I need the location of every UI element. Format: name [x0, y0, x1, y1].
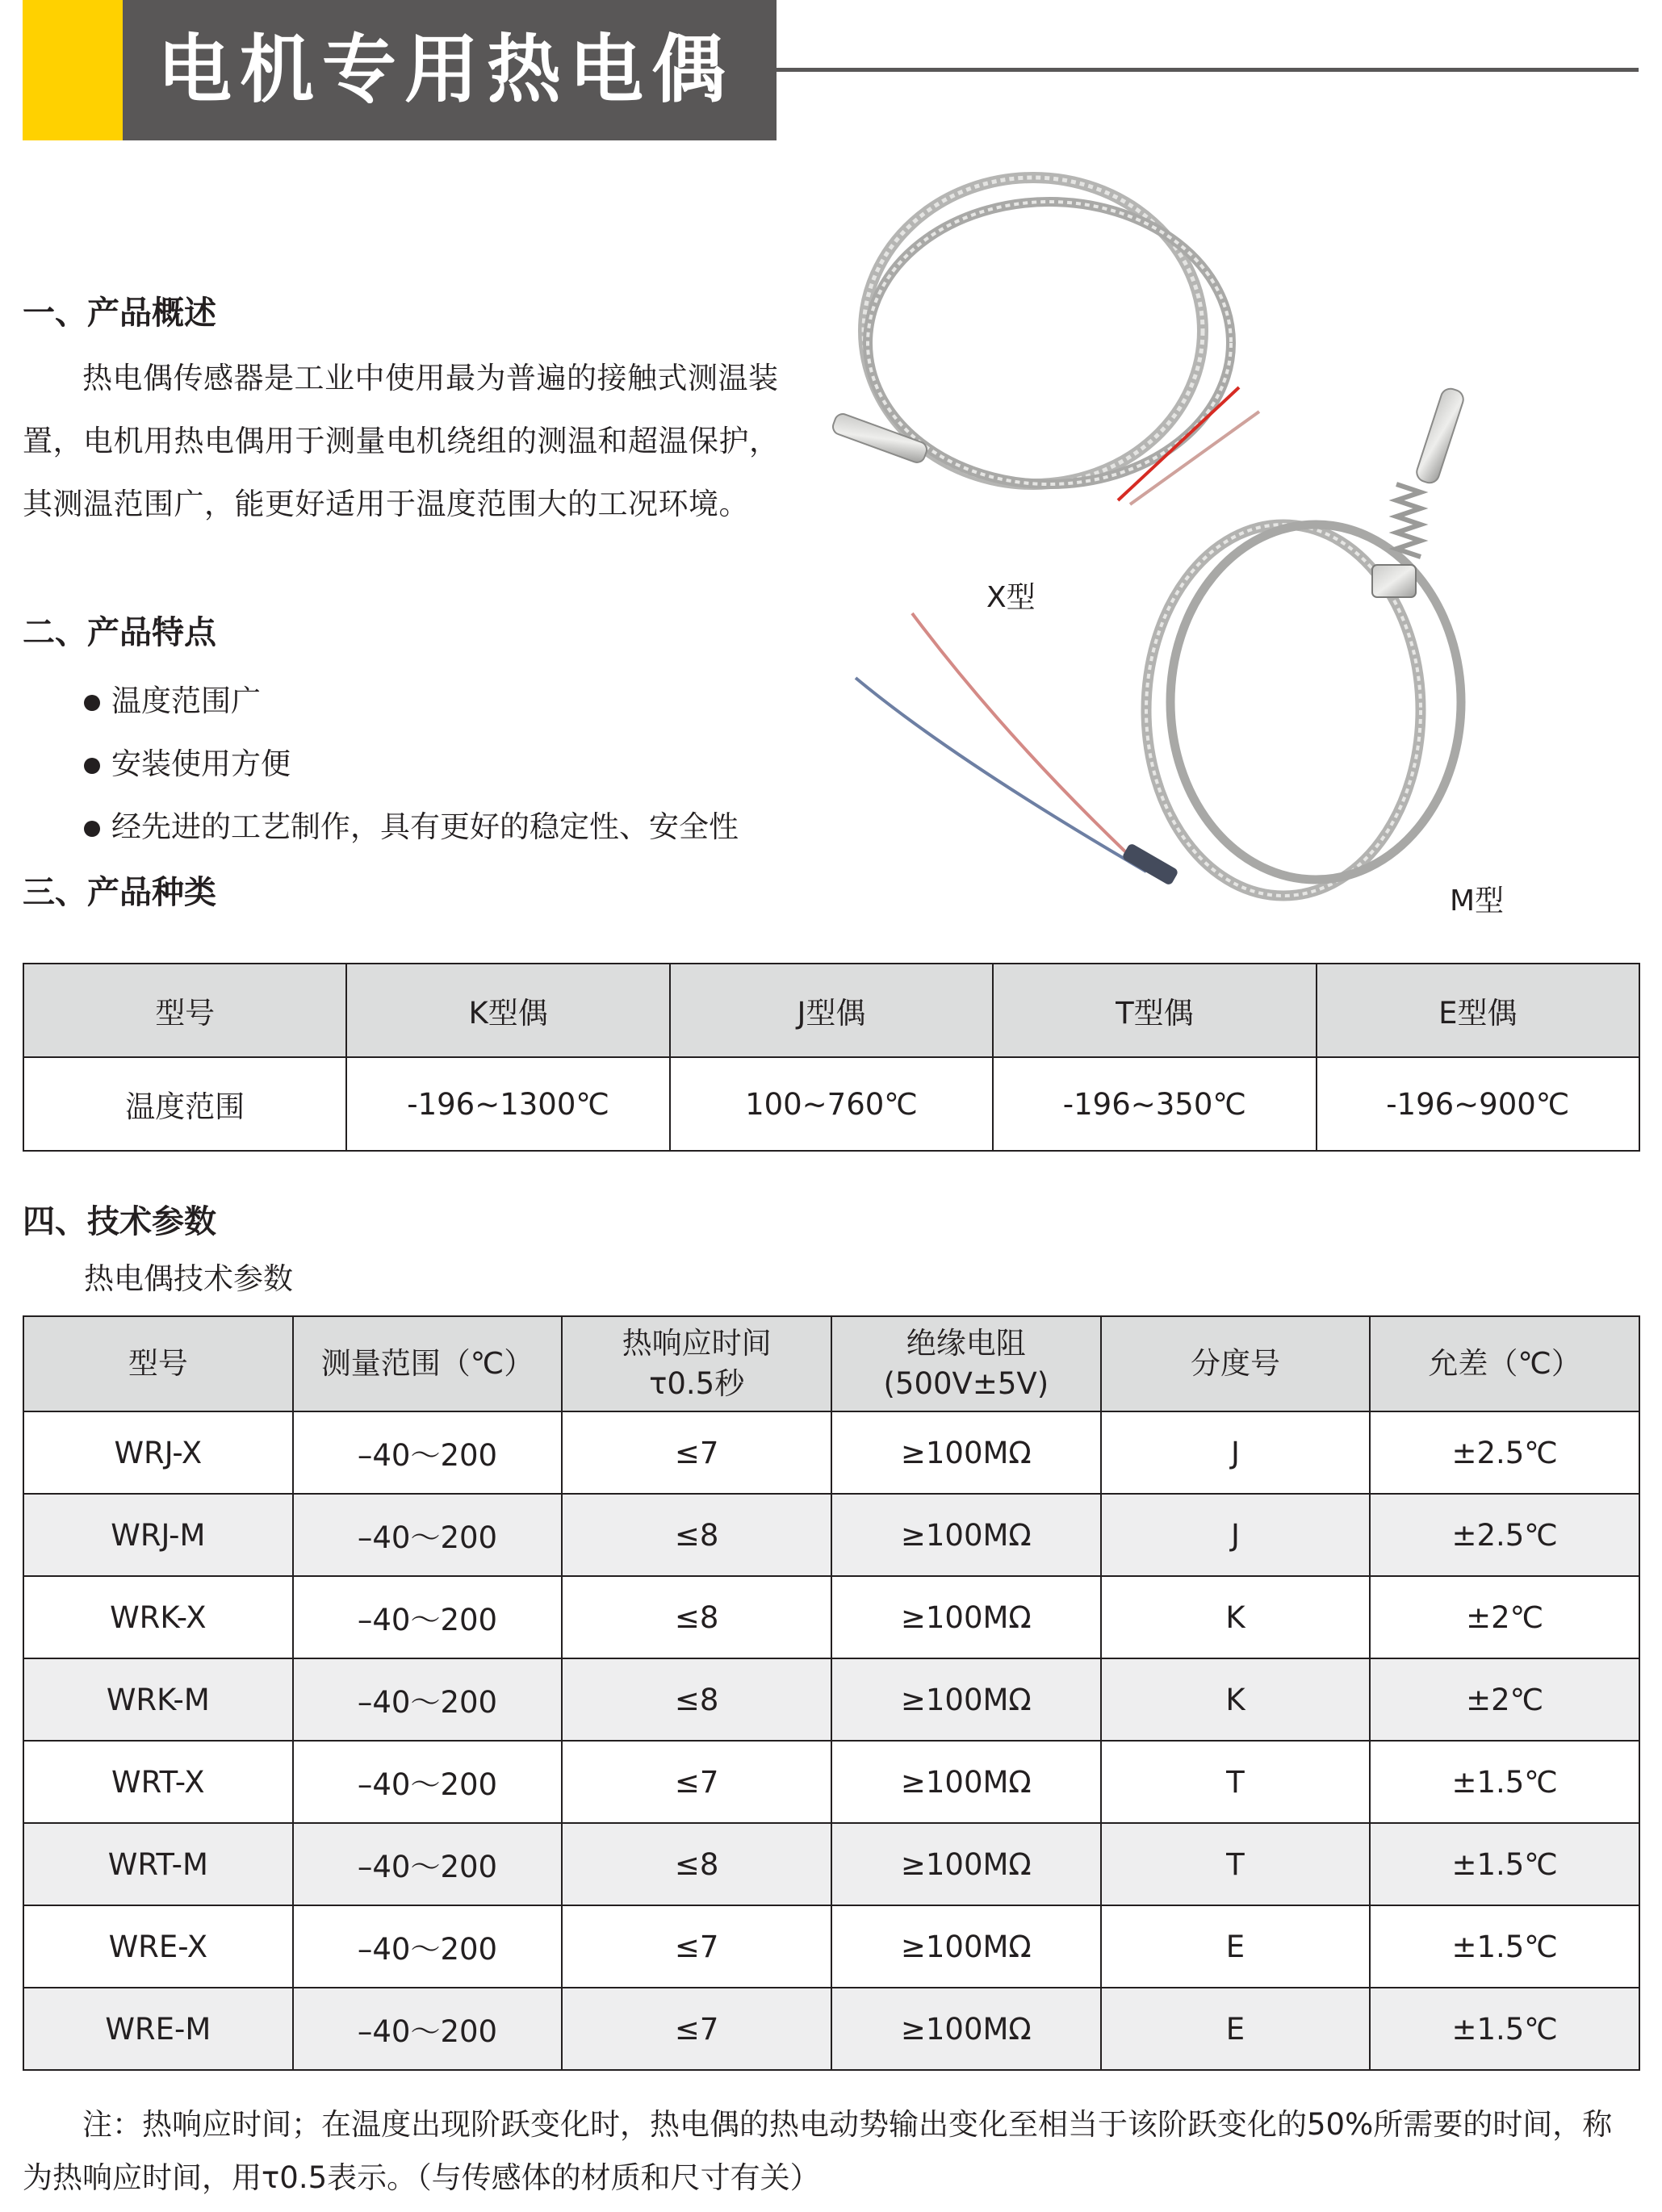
- feature-label: 温度范围广: [111, 684, 261, 718]
- table-header-row: [23, 1316, 1639, 1411]
- page-title: 电机专用热电偶: [157, 27, 735, 113]
- header-cell: J型偶: [670, 964, 993, 1057]
- table-cell: ≥100MΩ: [831, 1658, 1101, 1741]
- table-cell: ≤7: [562, 1905, 831, 1988]
- table-row: [23, 1905, 1639, 1988]
- feature-item: [84, 676, 261, 720]
- header-accent-block: [23, 0, 123, 140]
- table-cell: WRE-X: [23, 1905, 293, 1988]
- table-cell: ≥100MΩ: [831, 1823, 1101, 1905]
- table-cell: ≥100MΩ: [831, 1905, 1101, 1988]
- table-cell: WRE-M: [23, 1988, 293, 2070]
- feature-label: 经先进的工艺制作，具有更好的稳定性、安全性: [111, 809, 739, 844]
- feature-item: [84, 802, 739, 846]
- m-type-caption: M型: [1450, 884, 1505, 918]
- table-cell: E: [1101, 1905, 1371, 1988]
- table-cell: WRT-M: [23, 1823, 293, 1905]
- table-cell: -196~1300℃: [346, 1057, 669, 1151]
- table-cell: ±1.5℃: [1370, 1823, 1639, 1905]
- table-cell: ≥100MΩ: [831, 1494, 1101, 1576]
- table-row: [23, 1411, 1639, 1494]
- feature-item: [84, 739, 291, 783]
- table-cell: –40～200: [293, 1823, 563, 1905]
- table-cell: ±1.5℃: [1370, 1741, 1639, 1823]
- header-line: 热响应时间: [622, 1326, 772, 1361]
- bullet-icon: [84, 758, 100, 774]
- table-header-row: [23, 964, 1639, 1057]
- product-types-table: [23, 963, 1640, 1152]
- header-cell: 允差（℃）: [1370, 1316, 1639, 1411]
- footnote: 注：热响应时间；在温度出现阶跃变化时，热电偶的热电动势输出变化至相当于该阶跃变化的50%所需要的时间，称为热响应时间，用τ0.5表示。（与传感体的材质和尺寸有关）: [23, 2107, 1613, 2195]
- table-cell: 温度范围: [23, 1057, 346, 1151]
- header-cell: 分度号: [1101, 1316, 1371, 1411]
- header-cell: 型号: [23, 1316, 293, 1411]
- table-row: [23, 1057, 1639, 1151]
- table-cell: ±2℃: [1370, 1576, 1639, 1658]
- x-type-thermocouple-image: [831, 178, 1259, 504]
- thermocouple-product-photo: [831, 145, 1655, 944]
- table-cell: ≤8: [562, 1494, 831, 1576]
- table-cell: WRT-X: [23, 1741, 293, 1823]
- header-cell: E型偶: [1317, 964, 1639, 1057]
- table-cell: ≤8: [562, 1576, 831, 1658]
- header-line: τ0.5秒: [649, 1366, 745, 1401]
- feature-label: 安装使用方便: [111, 746, 291, 781]
- table-cell: WRJ-M: [23, 1494, 293, 1576]
- header-cell: [831, 1316, 1101, 1411]
- table-row: [23, 1988, 1639, 2070]
- header-cell: T型偶: [993, 964, 1316, 1057]
- table-cell: ±2.5℃: [1370, 1411, 1639, 1494]
- table-cell: ±2℃: [1370, 1658, 1639, 1741]
- bullet-icon: [84, 695, 100, 711]
- section-title-overview: 一、产品概述: [23, 295, 216, 332]
- table-cell: ≤7: [562, 1741, 831, 1823]
- table-cell: T: [1101, 1823, 1371, 1905]
- table-cell: -196~900℃: [1317, 1057, 1639, 1151]
- table-row: [23, 1576, 1639, 1658]
- table-cell: ≤8: [562, 1823, 831, 1905]
- section-title-params: 四、技术参数: [23, 1203, 216, 1240]
- table-cell: J: [1101, 1494, 1371, 1576]
- header-line: 绝缘电阻: [906, 1326, 1026, 1361]
- table-row: [23, 1741, 1639, 1823]
- header-cell: 测量范围（℃）: [293, 1316, 563, 1411]
- table-cell: ±1.5℃: [1370, 1988, 1639, 2070]
- x-type-caption: X型: [986, 581, 1036, 614]
- table-cell: ≥100MΩ: [831, 1411, 1101, 1494]
- header-line: (500V±5V): [883, 1366, 1049, 1401]
- table-cell: E: [1101, 1988, 1371, 2070]
- table-cell: ±2.5℃: [1370, 1494, 1639, 1576]
- technical-params-table: [23, 1315, 1640, 2071]
- section-title-features: 二、产品特点: [23, 614, 216, 651]
- table-cell: 100~760℃: [670, 1057, 993, 1151]
- table-cell: ≥100MΩ: [831, 1741, 1101, 1823]
- table-cell: K: [1101, 1658, 1371, 1741]
- header-rule: [777, 68, 1639, 72]
- table-cell: –40～200: [293, 1741, 563, 1823]
- table-cell: -196~350℃: [993, 1057, 1316, 1151]
- table-cell: K: [1101, 1576, 1371, 1658]
- table-row: [23, 1494, 1639, 1576]
- table-cell: ≤8: [562, 1658, 831, 1741]
- table-cell: J: [1101, 1411, 1371, 1494]
- table-cell: ≤7: [562, 1411, 831, 1494]
- table-cell: –40～200: [293, 1658, 563, 1741]
- table-cell: –40～200: [293, 1988, 563, 2070]
- table-cell: –40～200: [293, 1576, 563, 1658]
- section-title-types: 三、产品种类: [23, 874, 216, 911]
- header-cell: K型偶: [346, 964, 669, 1057]
- table-cell: ≤7: [562, 1988, 831, 2070]
- overview-paragraph: 热电偶传感器是工业中使用最为普遍的接触式测温装置，电机用热电偶用于测量电机绕组的测温和超温保护，其测温范围广，能更好适用于温度范围大的工况环境。: [23, 361, 780, 521]
- table-cell: –40～200: [293, 1494, 563, 1576]
- table-cell: ±1.5℃: [1370, 1905, 1639, 1988]
- table-cell: T: [1101, 1741, 1371, 1823]
- table-cell: WRK-X: [23, 1576, 293, 1658]
- table-cell: –40～200: [293, 1411, 563, 1494]
- table-cell: ≥100MΩ: [831, 1576, 1101, 1658]
- params-subtitle: 热电偶技术参数: [84, 1261, 293, 1296]
- table-cell: –40～200: [293, 1905, 563, 1988]
- header-cell: [562, 1316, 831, 1411]
- table-row: [23, 1658, 1639, 1741]
- table-cell: WRK-M: [23, 1658, 293, 1741]
- table-row: [23, 1823, 1639, 1905]
- bullet-icon: [84, 821, 100, 837]
- table-cell: ≥100MΩ: [831, 1988, 1101, 2070]
- header-cell: 型号: [23, 964, 346, 1057]
- table-cell: WRJ-X: [23, 1411, 293, 1494]
